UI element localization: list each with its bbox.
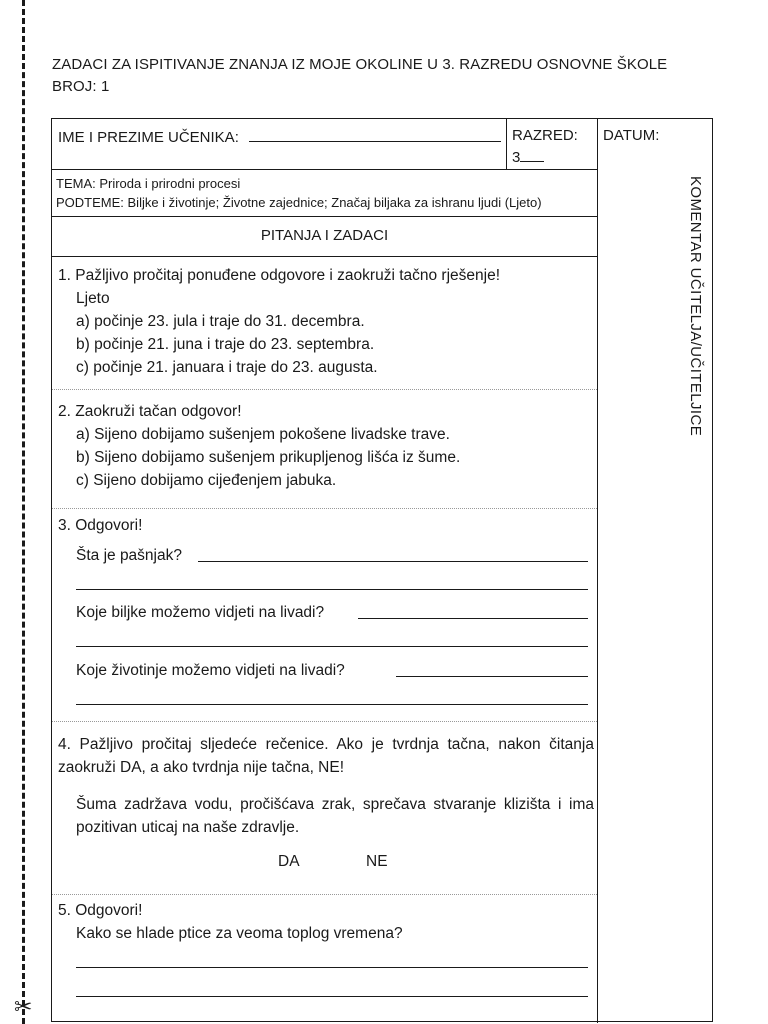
- topic-theme: TEMA: Priroda i prirodni procesi: [56, 176, 241, 191]
- answer-yes[interactable]: DA: [278, 853, 300, 870]
- question-5-sub-1: Kako se hlade ptice za veoma toplog vremena?: [76, 925, 403, 942]
- question-separator: [52, 508, 597, 509]
- answer-line[interactable]: [76, 646, 588, 647]
- question-2-option-b[interactable]: b) Sijeno dobijamo sušenjem prikupljenog lišća iz šume.: [76, 449, 461, 466]
- scissors-icon: ✂: [14, 994, 33, 1019]
- question-1: [58, 264, 594, 379]
- class-line[interactable]: [520, 149, 544, 162]
- question-4-prompt: 4. Pažljivo pročitaj sljedeće rečenice. Ako je tvrdnja tačna, nakon čitanja zaokruži DA, a ako tvrdnja nije tačna, NE!: [58, 736, 594, 776]
- student-name-line[interactable]: [249, 127, 501, 142]
- question-2-option-c[interactable]: c) Sijeno dobijamo cijeđenjem jabuka.: [76, 472, 337, 489]
- question-separator: [52, 894, 597, 895]
- date-label: DATUM:: [603, 127, 660, 144]
- class-value: 3: [512, 149, 521, 166]
- teacher-comment-label: KOMENTAR UČITELJA/UČITELJICE: [687, 176, 704, 437]
- document-number: BROJ: 1: [52, 78, 110, 95]
- student-name-field[interactable]: [58, 127, 501, 147]
- answer-line[interactable]: [76, 704, 588, 705]
- topic-block: [56, 175, 596, 213]
- section-title: PITANJA I ZADACI: [260, 227, 389, 244]
- question-1-option-b[interactable]: b) počinje 21. juna i traje do 23. septembra.: [76, 336, 375, 353]
- answer-line[interactable]: [76, 967, 588, 968]
- class-label: RAZRED:: [512, 127, 578, 144]
- grid-divider: [52, 256, 597, 257]
- class-field[interactable]: [512, 149, 544, 167]
- question-1-option-c[interactable]: c) počinje 21. januara i traje do 23. augusta.: [76, 359, 378, 376]
- answer-no[interactable]: NE: [366, 853, 388, 870]
- question-3-sub-1: Šta je pašnjak?: [76, 547, 182, 564]
- question-4-statement: Šuma zadržava vodu, pročišćava zrak, sprečava stvaranje klizišta i ima pozitivan uticaj na naše zdravlje.: [76, 796, 594, 836]
- question-1-option-a[interactable]: a) počinje 23. jula i traje do 31. decembra.: [76, 313, 365, 330]
- question-5-prompt: 5. Odgovori!: [58, 902, 143, 919]
- question-5: [58, 899, 594, 945]
- comment-column-divider: [597, 119, 598, 1023]
- worksheet-table: [51, 118, 713, 1022]
- document-title: ZADACI ZA ISPITIVANJE ZNANJA IZ MOJE OKOLINE U 3. RAZREDU OSNOVNE ŠKOLE: [52, 56, 668, 73]
- answer-line[interactable]: [76, 589, 588, 590]
- question-separator: [52, 389, 597, 390]
- question-4: [58, 733, 594, 839]
- answer-line[interactable]: [358, 618, 588, 619]
- question-1-prompt: 1. Pažljivo pročitaj ponuđene odgovore i zaokruži tačno rješenje!: [58, 267, 501, 284]
- question-3-sub-2: Koje biljke možemo vidjeti na livadi?: [76, 604, 325, 621]
- answer-line[interactable]: [198, 561, 588, 562]
- question-3-prompt: 3. Odgovori!: [58, 517, 143, 534]
- cut-line: [22, 0, 25, 1024]
- answer-line[interactable]: [76, 996, 588, 997]
- answer-line[interactable]: [396, 676, 588, 677]
- grid-divider: [52, 169, 597, 170]
- student-name-label: IME I PREZIME UČENIKA:: [58, 129, 239, 146]
- question-1-subject: Ljeto: [76, 290, 110, 307]
- grid-divider: [506, 119, 507, 169]
- topic-subthemes: PODTEME: Biljke i životinje; Životne zajednice; Značaj biljaka za ishranu ljudi (Ljeto): [56, 194, 542, 210]
- question-2-option-a[interactable]: a) Sijeno dobijamo sušenjem pokošene livadske trave.: [76, 426, 450, 443]
- question-2: [58, 400, 594, 492]
- question-3-sub-3: Koje životinje možemo vidjeti na livadi?: [76, 662, 345, 679]
- question-separator: [52, 721, 597, 722]
- question-2-prompt: 2. Zaokruži tačan odgovor!: [58, 403, 242, 420]
- grid-divider: [52, 216, 597, 217]
